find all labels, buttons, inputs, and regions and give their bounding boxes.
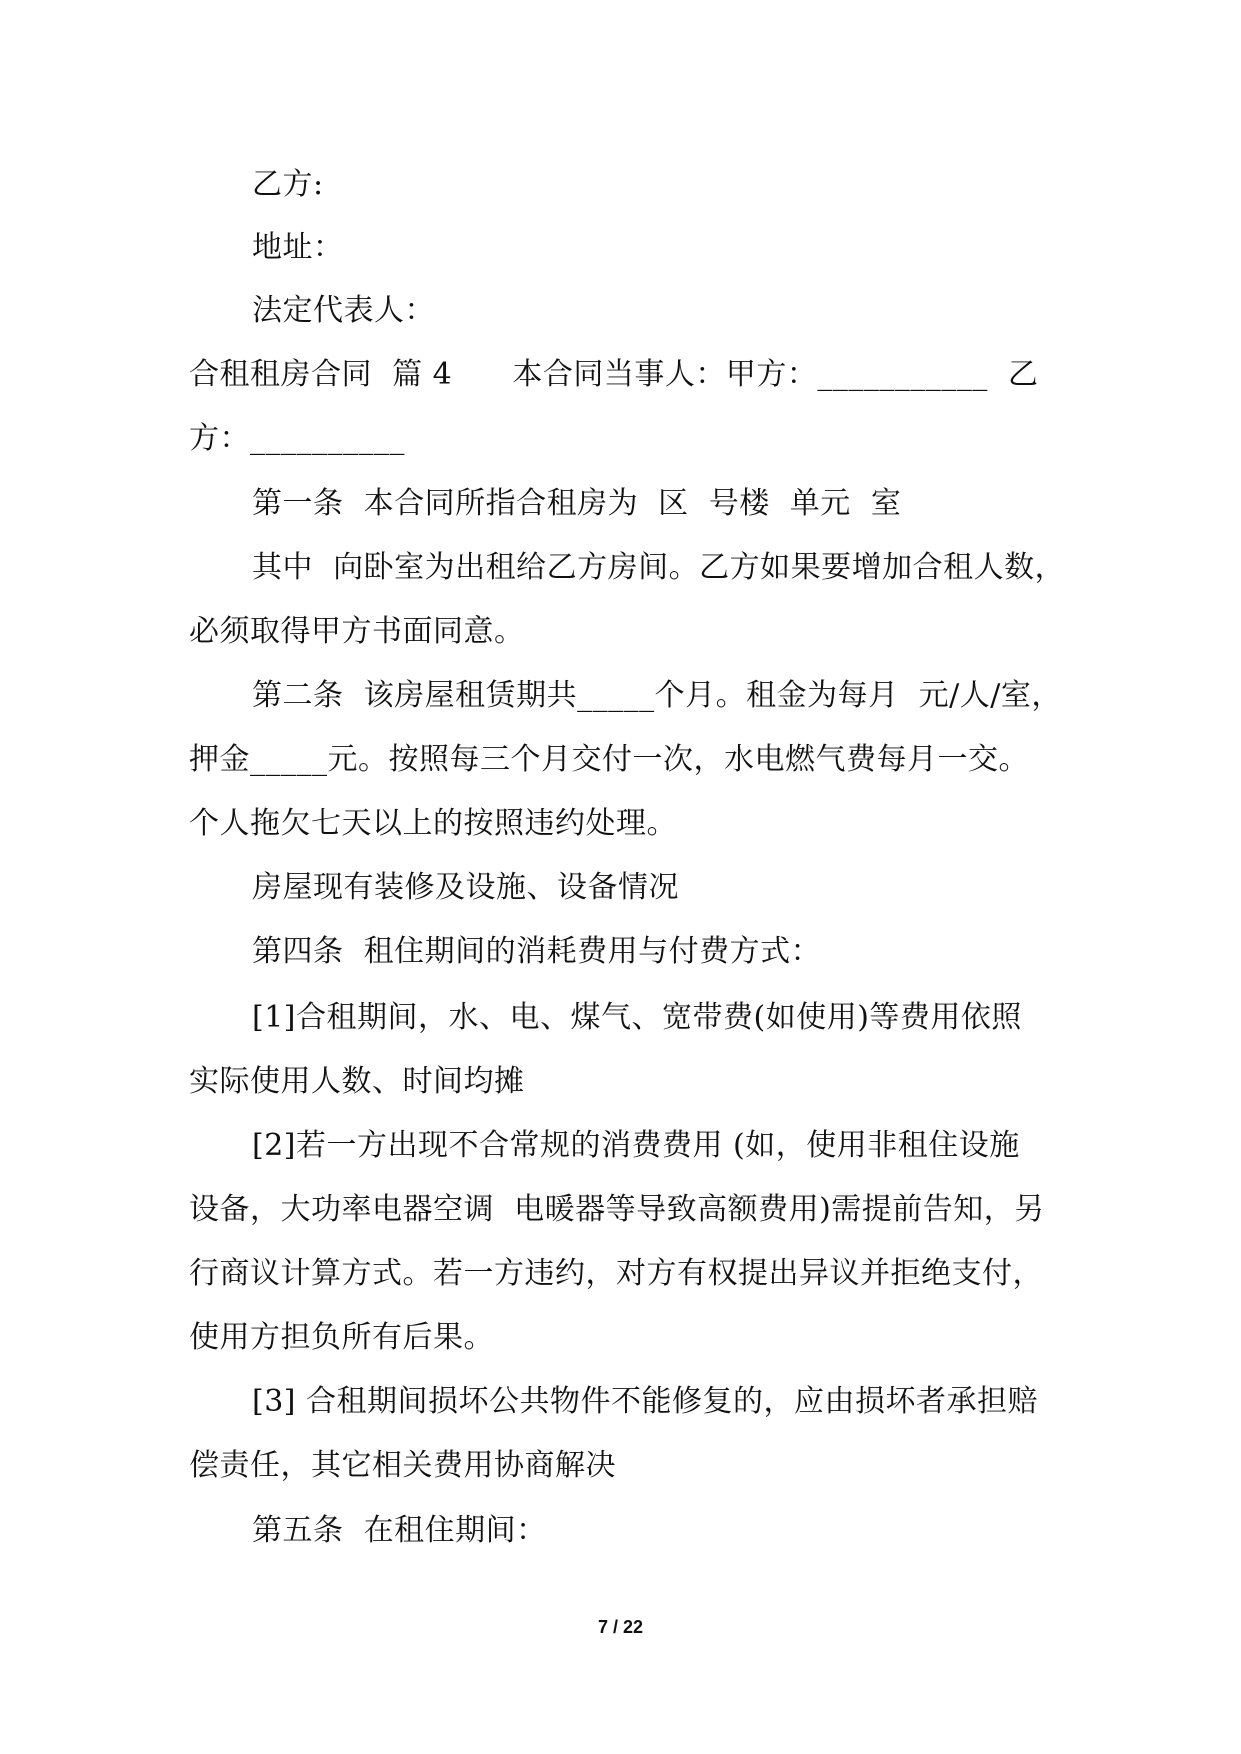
page-number: 7 / 22 <box>597 1617 644 1637</box>
text-line: 方：__________ <box>189 421 405 456</box>
text-line: 第四条 租住期间的消耗费用与付费方式： <box>252 934 822 969</box>
text-line: 设备，大功率电器空调 电暖器等导致高额费用)需提前告知，另 <box>189 1192 1045 1227</box>
text-line: 房屋现有装修及设施、设备情况 <box>252 870 679 905</box>
text-line: 合租租房合同 篇 4 本合同当事人：甲方：___________ 乙 <box>189 357 1039 392</box>
text-line: 其中 向卧室为出租给乙方房间。乙方如果要增加合租人数， <box>252 550 1066 585</box>
text-line: 法定代表人： <box>252 293 435 328</box>
text-line: 第一条 本合同所指合租房为 区 号楼 单元 室 <box>252 486 902 521</box>
text-line: 实际使用人数、时间均摊 <box>189 1064 525 1099</box>
text-line: 偿责任，其它相关费用协商解决 <box>189 1448 616 1483</box>
text-line: 第二条 该房屋租赁期共_____个月。租金为每月 元/人/室， <box>252 678 1062 713</box>
text-line: 第五条 在租住期间： <box>252 1513 547 1548</box>
text-line: 押金_____元。按照每三个月交付一次，水电燃气费每月一交。 <box>189 742 1029 777</box>
text-line: [3] 合租期间损坏公共物件不能修复的，应由损坏者承担赔 <box>252 1384 1039 1419</box>
text-line: [1]合租期间，水、电、煤气、宽带费(如使用)等费用依照 <box>252 1000 1022 1035</box>
text-line: [2]若一方出现不合常规的消费费用 (如，使用非租住设施 <box>252 1128 1020 1163</box>
text-line: 行商议计算方式。若一方违约，对方有权提出异议并拒绝支付， <box>189 1256 1043 1291</box>
text-line: 乙方: <box>252 167 324 202</box>
text-line: 个人拖欠七天以上的按照违约处理。 <box>189 806 677 841</box>
text-line: 使用方担负所有后果。 <box>189 1320 494 1355</box>
text-line: 必须取得甲方书面同意。 <box>189 614 525 649</box>
text-line: 地址： <box>252 230 344 265</box>
